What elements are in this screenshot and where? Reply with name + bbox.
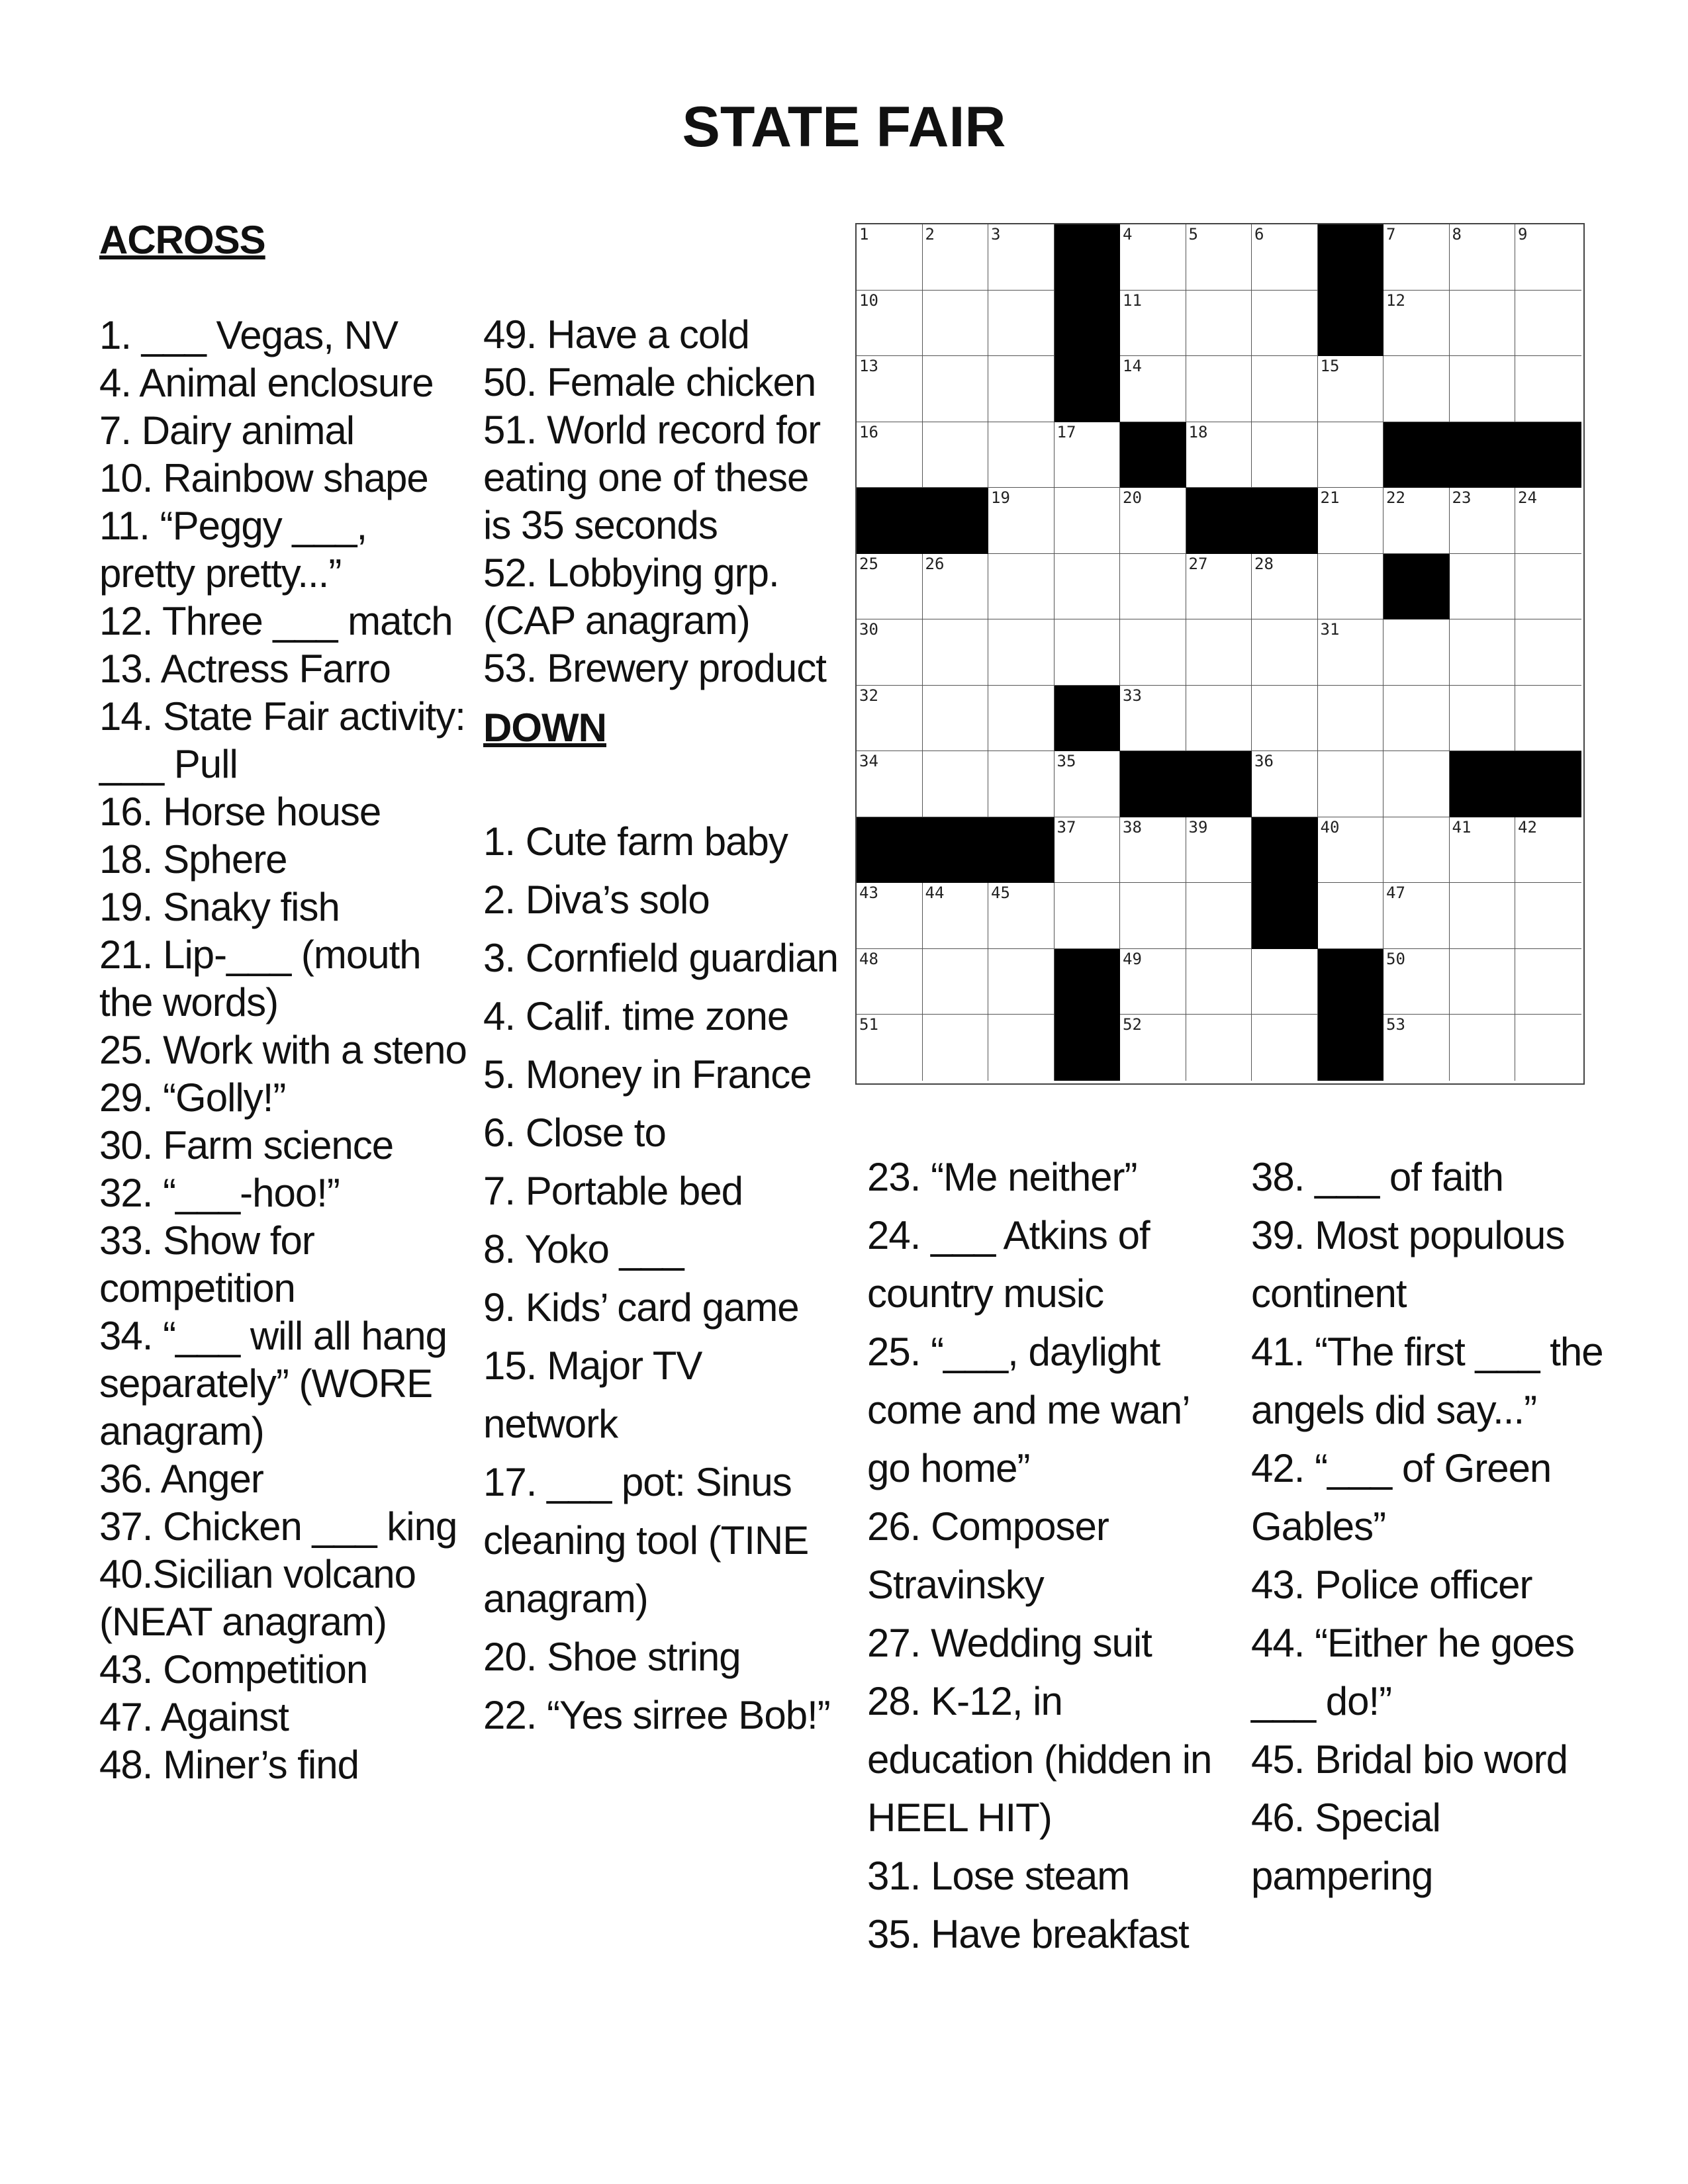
cell-number: 48 xyxy=(859,949,878,968)
grid-block xyxy=(1120,422,1186,488)
clue-column-1 xyxy=(99,216,470,1789)
cell-number: 2 xyxy=(925,225,935,244)
grid-cell[interactable] xyxy=(988,356,1055,422)
grid-block xyxy=(1252,817,1318,884)
cell-number: 35 xyxy=(1056,752,1076,770)
across-clue: 10. Rainbow shape xyxy=(99,456,428,500)
grid-block xyxy=(923,488,989,554)
grid-block xyxy=(988,817,1055,884)
grid-block xyxy=(1055,1015,1121,1081)
grid-cell[interactable] xyxy=(988,488,1055,554)
across-clue: 51. World record for eating one of these is 35 seconds xyxy=(483,408,821,547)
grid-block xyxy=(1450,422,1516,488)
down-clue: 38. ___ of faith xyxy=(1251,1155,1503,1199)
down-clue: 20. Shoe string xyxy=(483,1635,741,1679)
grid-cell[interactable] xyxy=(1450,817,1516,884)
across-clue: 36. Anger xyxy=(99,1457,263,1501)
grid-cell[interactable] xyxy=(1318,422,1384,488)
cell-number: 7 xyxy=(1386,225,1396,244)
grid-cell[interactable] xyxy=(923,686,989,752)
cell-number: 11 xyxy=(1123,291,1142,310)
grid-cell[interactable] xyxy=(1120,619,1186,686)
cell-number: 27 xyxy=(1188,554,1208,573)
grid-block xyxy=(1515,751,1581,817)
across-clue: 29. “Golly!” xyxy=(99,1075,286,1120)
across-clue: 53. Brewery product xyxy=(483,646,826,690)
grid-block xyxy=(1515,422,1581,488)
cell-number: 15 xyxy=(1320,357,1340,375)
grid-block xyxy=(1383,554,1450,620)
across-clue: 19. Snaky fish xyxy=(99,885,340,929)
cell-number: 22 xyxy=(1386,488,1405,507)
grid-cell[interactable] xyxy=(1120,817,1186,884)
cell-number: 34 xyxy=(859,752,878,770)
across-clue: 40.Sicilian volcano (NEAT anagram) xyxy=(99,1552,416,1644)
grid-cell[interactable] xyxy=(988,224,1055,291)
grid-cell[interactable] xyxy=(1186,554,1252,620)
grid-cell[interactable] xyxy=(1318,619,1384,686)
cell-number: 45 xyxy=(991,884,1010,902)
across-clue: 11. “Peggy ___, pretty pretty...” xyxy=(99,504,367,596)
grid-cell[interactable] xyxy=(1186,883,1252,949)
grid-cell[interactable] xyxy=(923,883,989,949)
grid-cell[interactable] xyxy=(857,224,923,291)
grid-cell[interactable] xyxy=(988,554,1055,620)
across-clue: 7. Dairy animal xyxy=(99,408,355,453)
grid-cell[interactable] xyxy=(1252,751,1318,817)
grid-cell[interactable] xyxy=(1383,949,1450,1015)
across-clue: 21. Lip-___ (mouth the words) xyxy=(99,933,421,1024)
grid-cell[interactable] xyxy=(923,291,989,357)
down-clue: 25. “___, daylight come and me wan’ go home” xyxy=(867,1330,1189,1490)
grid-block xyxy=(1186,751,1252,817)
cell-number: 40 xyxy=(1320,817,1340,837)
down-clue: 39. Most populous continent xyxy=(1251,1213,1565,1316)
across-clue: 47. Against xyxy=(99,1695,289,1739)
cell-number: 52 xyxy=(1123,1015,1142,1034)
grid-cell[interactable] xyxy=(1318,883,1384,949)
across-clue: 34. “___ will all hang separately” (WORE anagram) xyxy=(99,1314,447,1453)
grid-cell[interactable] xyxy=(1055,883,1121,949)
grid-block xyxy=(1055,291,1121,357)
cell-number: 21 xyxy=(1320,488,1340,507)
cell-number: 32 xyxy=(859,686,878,705)
grid-cell[interactable] xyxy=(1252,1015,1318,1081)
cell-number: 51 xyxy=(859,1015,878,1034)
grid-cell[interactable] xyxy=(1120,356,1186,422)
grid-cell[interactable] xyxy=(1383,488,1450,554)
cell-number: 6 xyxy=(1254,225,1264,244)
grid-cell[interactable] xyxy=(1120,224,1186,291)
grid-cell[interactable] xyxy=(1450,883,1516,949)
grid-cell[interactable] xyxy=(1055,488,1121,554)
grid-cell[interactable] xyxy=(1383,291,1450,357)
grid-cell[interactable] xyxy=(1186,817,1252,884)
cell-number: 31 xyxy=(1320,620,1340,639)
down-clue: 6. Close to xyxy=(483,1111,666,1155)
grid-cell[interactable] xyxy=(1252,422,1318,488)
cell-number: 41 xyxy=(1452,817,1472,837)
grid-block xyxy=(1318,291,1384,357)
grid-cell[interactable] xyxy=(1515,949,1581,1015)
grid-cell[interactable] xyxy=(1120,1015,1186,1081)
cell-number: 42 xyxy=(1518,817,1537,837)
grid-block xyxy=(1318,224,1384,291)
grid-cell[interactable] xyxy=(1186,619,1252,686)
grid-cell[interactable] xyxy=(1120,291,1186,357)
down-clue: 3. Cornfield guardian xyxy=(483,936,839,980)
across-clue: 48. Miner’s find xyxy=(99,1743,359,1787)
grid-cell[interactable] xyxy=(1515,488,1581,554)
grid-block xyxy=(1318,1015,1384,1081)
grid-block xyxy=(1055,949,1121,1015)
down-clue: 23. “Me neither” xyxy=(867,1155,1137,1199)
grid-cell[interactable] xyxy=(1450,356,1516,422)
grid-cell[interactable] xyxy=(1055,619,1121,686)
grid-cell[interactable] xyxy=(1515,224,1581,291)
grid-cell[interactable] xyxy=(1055,554,1121,620)
cell-number: 25 xyxy=(859,554,878,573)
cell-number: 10 xyxy=(859,291,878,310)
down-clue: 24. ___ Atkins of country music xyxy=(867,1213,1150,1316)
grid-cell[interactable] xyxy=(923,422,989,488)
down-clue: 7. Portable bed xyxy=(483,1169,743,1213)
grid-cell[interactable] xyxy=(1383,356,1450,422)
cell-number: 50 xyxy=(1386,949,1405,968)
grid-cell[interactable] xyxy=(1383,883,1450,949)
grid-block xyxy=(1252,488,1318,554)
cell-number: 20 xyxy=(1123,488,1142,507)
grid-cell[interactable] xyxy=(1120,488,1186,554)
across-clue: 18. Sphere xyxy=(99,837,287,882)
grid-cell[interactable] xyxy=(1055,422,1121,488)
down-clue: 44. “Either he goes ___ do!” xyxy=(1251,1621,1574,1723)
grid-cell[interactable] xyxy=(1120,686,1186,752)
down-clue: 2. Diva’s solo xyxy=(483,878,710,922)
grid-cell[interactable] xyxy=(923,619,989,686)
across-clue: 43. Competition xyxy=(99,1647,368,1692)
grid-cell[interactable] xyxy=(1450,224,1516,291)
cell-number: 17 xyxy=(1056,422,1076,441)
grid-cell[interactable] xyxy=(1055,817,1121,884)
grid-block xyxy=(1318,949,1384,1015)
grid-cell[interactable] xyxy=(1186,1015,1252,1081)
grid-cell[interactable] xyxy=(1383,619,1450,686)
grid-block xyxy=(857,488,923,554)
grid-cell[interactable] xyxy=(1450,554,1516,620)
across-clue: 14. State Fair activity: ___ Pull xyxy=(99,694,465,786)
down-heading: DOWN xyxy=(483,705,606,750)
crossword-grid xyxy=(855,223,1585,1085)
across-clue: 30. Farm science xyxy=(99,1123,394,1167)
down-clue-list-continued xyxy=(867,1148,1238,1964)
grid-cell[interactable] xyxy=(857,422,923,488)
grid-cell[interactable] xyxy=(1252,686,1318,752)
across-clue: 12. Three ___ match xyxy=(99,599,453,643)
grid-block xyxy=(1186,488,1252,554)
cell-number: 1 xyxy=(859,225,869,244)
cell-number: 47 xyxy=(1386,884,1405,902)
grid-cell[interactable] xyxy=(1515,1015,1581,1081)
cell-number: 18 xyxy=(1188,422,1208,441)
cell-number: 38 xyxy=(1123,817,1142,837)
across-clue: 13. Actress Farro xyxy=(99,647,391,691)
cell-number: 36 xyxy=(1254,752,1274,770)
across-clue: 25. Work with a steno xyxy=(99,1028,467,1072)
down-clue: 9. Kids’ card game xyxy=(483,1285,799,1330)
across-clue: 16. Horse house xyxy=(99,790,381,834)
grid-cell[interactable] xyxy=(1252,356,1318,422)
cell-number: 14 xyxy=(1123,357,1142,375)
across-clue: 4. Animal enclosure xyxy=(99,361,434,405)
grid-cell[interactable] xyxy=(923,949,989,1015)
grid-block xyxy=(1055,224,1121,291)
grid-cell[interactable] xyxy=(1252,949,1318,1015)
grid-cell[interactable] xyxy=(857,291,923,357)
down-clue: 35. Have breakfast xyxy=(867,1912,1189,1956)
cell-number: 12 xyxy=(1386,291,1405,310)
grid-cell[interactable] xyxy=(1186,949,1252,1015)
grid-cell[interactable] xyxy=(857,751,923,817)
grid-cell[interactable] xyxy=(1318,686,1384,752)
grid-cell[interactable] xyxy=(923,224,989,291)
grid-cell[interactable] xyxy=(857,619,923,686)
grid-block xyxy=(923,817,989,884)
cell-number: 39 xyxy=(1188,817,1208,837)
down-clue: 15. Major TV network xyxy=(483,1343,702,1446)
across-clue-list-continued xyxy=(483,311,841,692)
cell-number: 23 xyxy=(1452,488,1472,507)
grid-cell[interactable] xyxy=(1515,619,1581,686)
grid-cell[interactable] xyxy=(1515,817,1581,884)
grid-cell[interactable] xyxy=(1186,356,1252,422)
down-clue: 42. “___ of Green Gables” xyxy=(1251,1446,1552,1549)
across-clue: 37. Chicken ___ king xyxy=(99,1504,457,1549)
grid-cell[interactable] xyxy=(1055,751,1121,817)
grid-cell[interactable] xyxy=(1318,356,1384,422)
grid-cell[interactable] xyxy=(1383,1015,1450,1081)
grid-cell[interactable] xyxy=(1252,291,1318,357)
clue-column-2 xyxy=(483,311,841,1745)
cell-number: 33 xyxy=(1123,686,1142,705)
clue-column-3 xyxy=(867,1148,1238,1964)
down-clue: 43. Police officer xyxy=(1251,1563,1532,1607)
cell-number: 19 xyxy=(991,488,1010,507)
down-clue-list-continued-2 xyxy=(1251,1148,1622,1905)
grid-cell[interactable] xyxy=(988,291,1055,357)
grid-cell[interactable] xyxy=(923,1015,989,1081)
cell-number: 37 xyxy=(1056,817,1076,837)
down-clue-list xyxy=(483,813,841,1745)
grid-cell[interactable] xyxy=(1120,554,1186,620)
grid-cell[interactable] xyxy=(1186,291,1252,357)
grid-cell[interactable] xyxy=(988,883,1055,949)
grid-cell[interactable] xyxy=(923,751,989,817)
grid-cell[interactable] xyxy=(1450,488,1516,554)
grid-cell[interactable] xyxy=(857,686,923,752)
cell-number: 53 xyxy=(1386,1015,1405,1034)
down-clue: 17. ___ pot: Sinus cleaning tool (TINE anagram) xyxy=(483,1460,809,1621)
grid-cell[interactable] xyxy=(1383,817,1450,884)
grid-cell[interactable] xyxy=(1318,488,1384,554)
grid-block xyxy=(1450,751,1516,817)
grid-cell[interactable] xyxy=(1318,554,1384,620)
down-clue: 45. Bridal bio word xyxy=(1251,1737,1568,1782)
across-clue: 32. “___-hoo!” xyxy=(99,1171,340,1215)
grid-cell[interactable] xyxy=(1515,686,1581,752)
grid-cell[interactable] xyxy=(1515,356,1581,422)
across-heading: ACROSS xyxy=(99,218,265,262)
grid-cell[interactable] xyxy=(1252,554,1318,620)
grid-block xyxy=(1383,422,1450,488)
across-clue: 1. ___ Vegas, NV xyxy=(99,313,398,357)
grid-block xyxy=(1252,883,1318,949)
cell-number: 49 xyxy=(1123,949,1142,968)
grid-block xyxy=(1055,356,1121,422)
cell-number: 30 xyxy=(859,620,878,639)
grid-cell[interactable] xyxy=(857,883,923,949)
grid-cell[interactable] xyxy=(1186,422,1252,488)
down-clue: 8. Yoko ___ xyxy=(483,1227,684,1271)
grid-cell[interactable] xyxy=(857,949,923,1015)
across-clue: 52. Lobbying grp. (CAP anagram) xyxy=(483,551,779,643)
cell-number: 43 xyxy=(859,884,878,902)
grid-cell[interactable] xyxy=(923,356,989,422)
cell-number: 16 xyxy=(859,422,878,441)
cell-number: 24 xyxy=(1518,488,1537,507)
down-clue: 5. Money in France xyxy=(483,1052,812,1097)
down-clue: 27. Wedding suit xyxy=(867,1621,1152,1665)
grid-cell[interactable] xyxy=(1252,619,1318,686)
grid-cell[interactable] xyxy=(988,422,1055,488)
grid-cell[interactable] xyxy=(1252,224,1318,291)
down-clue: 41. “The first ___ the angels did say...” xyxy=(1251,1330,1603,1432)
grid-cell[interactable] xyxy=(1318,817,1384,884)
grid-cell[interactable] xyxy=(1186,686,1252,752)
down-clue: 22. “Yes sirree Bob!” xyxy=(483,1693,830,1737)
down-clue: 4. Calif. time zone xyxy=(483,994,789,1038)
grid-cell[interactable] xyxy=(988,686,1055,752)
grid-cell[interactable] xyxy=(988,619,1055,686)
across-clue: 33. Show for competition xyxy=(99,1218,314,1310)
across-clue: 49. Have a cold xyxy=(483,312,749,357)
grid-cell[interactable] xyxy=(857,356,923,422)
grid-cell[interactable] xyxy=(857,554,923,620)
cell-number: 5 xyxy=(1188,225,1198,244)
cell-number: 28 xyxy=(1254,554,1274,573)
cell-number: 13 xyxy=(859,357,878,375)
clue-column-4 xyxy=(1251,1148,1622,1905)
down-clue: 1. Cute farm baby xyxy=(483,819,788,864)
across-clue: 50. Female chicken xyxy=(483,360,816,404)
down-clue: 31. Lose steam xyxy=(867,1854,1130,1898)
grid-cell[interactable] xyxy=(1383,686,1450,752)
cell-number: 9 xyxy=(1518,225,1528,244)
grid-cell[interactable] xyxy=(923,554,989,620)
grid-cell[interactable] xyxy=(1450,949,1516,1015)
grid-block xyxy=(1120,751,1186,817)
grid-cell[interactable] xyxy=(1450,619,1516,686)
down-clue: 26. Composer Stravinsky xyxy=(867,1504,1109,1607)
grid-cell[interactable] xyxy=(1515,883,1581,949)
grid-cell[interactable] xyxy=(1120,883,1186,949)
across-clue-list xyxy=(99,312,470,1789)
down-clue: 28. K-12, in education (hidden in HEEL HIT) xyxy=(867,1679,1212,1840)
grid-cell[interactable] xyxy=(988,949,1055,1015)
grid-cell[interactable] xyxy=(1450,291,1516,357)
grid-cell[interactable] xyxy=(1383,751,1450,817)
grid-cell[interactable] xyxy=(1450,1015,1516,1081)
grid-cell[interactable] xyxy=(988,751,1055,817)
grid-cell[interactable] xyxy=(988,1015,1055,1081)
cell-number: 44 xyxy=(925,884,945,902)
grid-cell[interactable] xyxy=(1515,554,1581,620)
cell-number: 8 xyxy=(1452,225,1462,244)
cell-number: 26 xyxy=(925,554,945,573)
cell-number: 3 xyxy=(991,225,1001,244)
grid-block xyxy=(857,817,923,884)
cell-number: 4 xyxy=(1123,225,1133,244)
grid-cell[interactable] xyxy=(1515,291,1581,357)
grid-cell[interactable] xyxy=(1120,949,1186,1015)
puzzle-title: STATE FAIR xyxy=(682,95,1006,159)
grid-block xyxy=(1055,686,1121,752)
grid-cell[interactable] xyxy=(1186,224,1252,291)
grid-cell[interactable] xyxy=(1318,751,1384,817)
grid-cell[interactable] xyxy=(857,1015,923,1081)
down-clue: 46. Special pampering xyxy=(1251,1796,1440,1898)
grid-cell[interactable] xyxy=(1450,686,1516,752)
grid-cell[interactable] xyxy=(1383,224,1450,291)
